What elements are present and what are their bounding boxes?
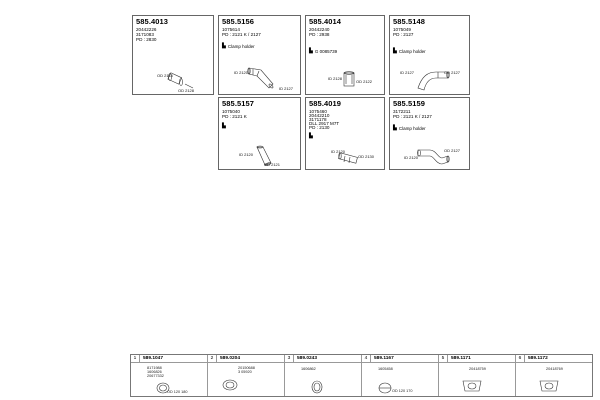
part-note: OD 2121 <box>264 162 281 167</box>
part-card-7[interactable] <box>389 97 470 170</box>
part-ref: 20442226 <box>136 27 157 32</box>
accessory-ref: 8171988 <box>147 366 162 370</box>
part-note: ID 2127 <box>400 70 415 75</box>
angled-pipe-illustration <box>253 145 277 169</box>
straight-pipe-illustration <box>336 152 362 166</box>
part-number: 585.5156 <box>222 17 255 26</box>
part-number: 585.4013 <box>136 17 169 26</box>
elbow-pipe-illustration <box>247 64 283 92</box>
accessory-header: 5 589.1171 <box>439 355 515 363</box>
part-ref: PD : 2830 <box>136 37 157 42</box>
u-bend-pipe-illustration <box>416 146 450 168</box>
part-ref: 1075049 <box>393 27 411 32</box>
part-ref: PD : 2130 <box>309 125 330 130</box>
accessory-header: 2 589.0204 <box>208 355 284 363</box>
accessory-header: 4 589.1167 <box>362 355 438 363</box>
accessory-part-number: 589.1167 <box>374 356 394 361</box>
part-number: 585.5157 <box>222 99 255 108</box>
accessory-note: OD 120 180 <box>167 390 188 394</box>
accessory-part-number: 589.1172 <box>528 356 548 361</box>
part-number: 585.5148 <box>393 17 426 26</box>
accessory-ref: 3 05920 <box>238 370 252 374</box>
accessory-ref: 20418769 <box>546 367 563 371</box>
accessory-header: 1 589.1047 <box>131 355 207 363</box>
part-card-1[interactable] <box>132 15 214 95</box>
part-ref: 1075040 <box>222 109 240 114</box>
accessory-part-number: 589.0243 <box>297 356 318 361</box>
accessory-6[interactable] <box>516 355 592 396</box>
hardware-label <box>222 124 226 129</box>
accessory-part-number: 589.1047 <box>143 356 164 361</box>
clamp-icon: ▙ <box>309 48 313 54</box>
part-ref: 3172211 <box>393 109 411 114</box>
hardware-label: ▙ Clamp holder <box>393 125 426 131</box>
clamp-icon: ▙ <box>222 123 226 129</box>
clamp-icon: ▙ <box>222 43 226 49</box>
accessory-3[interactable] <box>285 355 362 396</box>
accessory-1[interactable] <box>131 355 208 396</box>
part-ref: PD : 2127 <box>393 32 414 37</box>
part-ref: 20442210 <box>309 113 330 118</box>
part-card-6[interactable] <box>305 97 385 170</box>
ring-illustration <box>309 379 325 395</box>
hardware-label: ▙ Clamp holder <box>393 48 426 54</box>
part-ref: 1075614 <box>222 27 240 32</box>
clamp-illustration <box>155 381 171 395</box>
part-ref: PD : 2121 K / 2127 <box>222 32 261 37</box>
hardware-label: ▙ Clamp holder <box>222 43 255 49</box>
sleeve-illustration <box>342 71 358 89</box>
accessory-ref: 1606862 <box>301 367 316 371</box>
accessory-note: OD 120 170 <box>392 389 413 393</box>
connector-pipe-illustration <box>163 72 193 90</box>
part-note: OD 2127 <box>444 148 461 153</box>
accessory-part-number: 589.1171 <box>451 356 471 361</box>
accessory-5[interactable] <box>439 355 516 396</box>
part-ref: 1075460 <box>309 109 327 114</box>
part-note: OD 2127 <box>444 70 461 75</box>
part-note: ID 2120 <box>234 70 249 75</box>
clamp-illustration <box>376 381 394 395</box>
accessory-ref: 20418759 <box>469 367 486 371</box>
part-ref: DLL 2917 M7T <box>309 121 340 126</box>
part-number: 585.5159 <box>393 99 426 108</box>
clamp-icon: ▙ <box>393 125 397 131</box>
part-ref: PD : 2121 K <box>222 114 247 119</box>
part-note: OD 2118 <box>157 73 173 78</box>
gasket-illustration <box>536 377 562 395</box>
part-note: ID 2120 <box>331 149 346 154</box>
hardware-label: ▙ G 0085739 <box>309 48 338 54</box>
part-note: ID 2127 <box>279 86 294 91</box>
part-card-2[interactable] <box>218 15 301 95</box>
part-ref: PD : 2121 K / 2127 <box>393 114 432 119</box>
part-note: ID 2120 <box>239 152 254 157</box>
bent-tailpipe-illustration <box>416 66 450 92</box>
accessory-ref: 1605458 <box>378 367 393 371</box>
accessories-strip <box>130 354 593 397</box>
part-note: OD 2122 <box>356 79 373 84</box>
clamp-icon: ▙ <box>309 133 313 139</box>
part-note: ID 2120 <box>404 155 419 160</box>
part-number: 585.4019 <box>309 99 342 108</box>
accessory-ref: 20150688 <box>238 366 255 370</box>
clamp-icon: ▙ <box>393 48 397 54</box>
part-ref: 3171083 <box>136 32 154 37</box>
part-ref: 20442240 <box>309 27 330 32</box>
accessory-header: 3 589.0243 <box>285 355 361 363</box>
part-card-3[interactable] <box>305 15 385 95</box>
accessory-header: 6 589.1172 <box>516 355 592 363</box>
accessory-part-number: 589.0204 <box>220 356 241 361</box>
gasket-illustration <box>459 377 485 395</box>
part-note: OD 2128 <box>178 88 195 93</box>
part-ref: PD : 2938 <box>309 32 330 37</box>
part-card-4[interactable] <box>389 15 470 95</box>
part-note: ID 2128 <box>328 76 343 81</box>
accessory-ref: 20677332 <box>147 374 164 378</box>
part-ref: 3171178 <box>309 117 327 122</box>
part-note: OD 2130 <box>358 154 375 159</box>
accessory-2[interactable] <box>208 355 285 396</box>
part-card-5[interactable] <box>218 97 301 170</box>
accessory-ref: 1606826 <box>147 370 162 374</box>
clamp-illustration <box>220 377 240 393</box>
part-number: 585.4014 <box>309 17 342 26</box>
accessory-4[interactable] <box>362 355 439 396</box>
hardware-label <box>309 134 313 139</box>
